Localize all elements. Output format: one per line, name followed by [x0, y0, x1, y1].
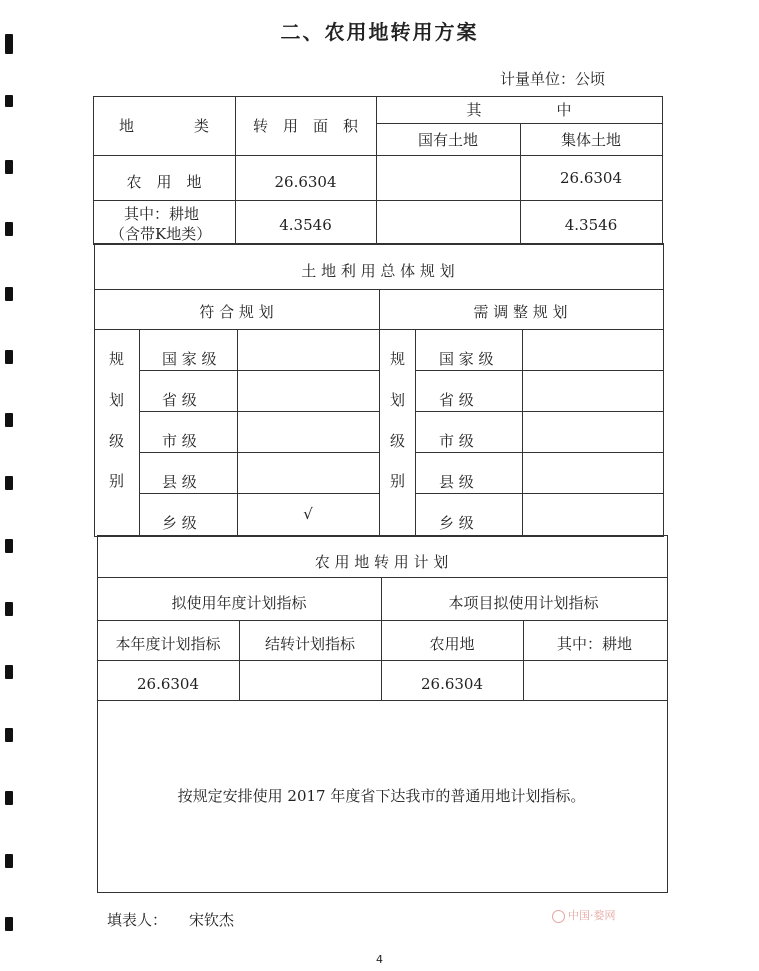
form-filler	[107, 909, 256, 930]
conform-mark-city	[237, 411, 379, 452]
page-number: 4	[376, 953, 383, 966]
row-label-cultivated-line2: （含带K地类）	[110, 225, 212, 243]
cell-area-cultivated: 4.3546	[279, 216, 332, 234]
level-county: 县 级	[162, 473, 197, 491]
level-vertical-char: 划	[109, 391, 125, 409]
adjust-mark-township	[522, 493, 662, 535]
subheader-agricultural-land: 农用地	[429, 635, 475, 653]
header-converted-area: 转 用 面 积	[252, 117, 358, 135]
adjust-mark-provincial	[522, 370, 662, 411]
section-title-conversion-plan: 农 用 地 转 用 计 划	[314, 552, 449, 571]
cell-collective-cultivated: 4.3546	[564, 216, 618, 234]
level-provincial: 省 级	[162, 391, 197, 409]
conform-mark-county	[237, 452, 379, 493]
header-adjust-plan: 需 调 整 规 划	[473, 303, 568, 321]
cell-state-cultivated	[376, 207, 520, 243]
unit-label: 计量单位：公顷	[500, 70, 606, 88]
cell-collective-agricultural: 26.6304	[559, 168, 623, 187]
watermark	[552, 907, 616, 923]
conform-mark-national	[237, 329, 379, 370]
level-vertical-char: 别	[390, 472, 406, 490]
level-vertical-char: 级	[109, 432, 125, 450]
watermark-text: 中国·婺网	[568, 909, 616, 922]
level-vertical-char: 规	[109, 350, 125, 368]
header-project-plan-index: 本项目拟使用计划指标	[448, 594, 599, 612]
section-title-land-use-plan: 土 地 利 用 总 体 规 划	[301, 262, 455, 280]
value-carryover-index	[239, 668, 381, 700]
level-vertical-char: 划	[390, 391, 406, 409]
header-land-type: 地 类	[118, 117, 209, 135]
level-township: 乡 级	[162, 514, 197, 532]
value-agricultural-land: 26.6304	[420, 675, 484, 693]
row-label-agricultural: 农 用 地	[126, 173, 202, 191]
row-label-cultivated-line1: 其中：耕地	[124, 205, 200, 223]
adjust-mark-county	[522, 452, 662, 493]
filler-label: 填表人：	[107, 911, 168, 929]
level-vertical-char: 别	[109, 472, 125, 490]
value-current-year-index: 26.6304	[136, 675, 200, 693]
header-state-land: 国有土地	[417, 130, 478, 149]
level-city: 市 级	[162, 432, 197, 450]
header-conform-plan: 符 合 规 划	[199, 303, 274, 321]
filler-name: 宋钦杰	[189, 911, 235, 929]
level-provincial: 省 级	[439, 391, 474, 409]
level-national: 国 家 级	[439, 350, 494, 368]
header-annual-plan-index: 拟使用年度计划指标	[171, 594, 307, 612]
level-vertical-char: 级	[390, 432, 406, 450]
header-collective-land: 集体土地	[560, 130, 621, 149]
value-cultivated-land	[523, 668, 666, 700]
seal-icon	[552, 910, 565, 923]
adjust-mark-national	[522, 329, 662, 370]
subheader-carryover-index: 结转计划指标	[264, 635, 355, 653]
subheader-current-year-index: 本年度计划指标	[115, 635, 221, 653]
page-title: 二、农用地转用方案	[280, 20, 479, 44]
adjust-mark-city	[522, 411, 662, 452]
conform-mark-township: √	[303, 505, 313, 523]
header-of-which: 其 中	[466, 101, 572, 119]
level-city: 市 级	[439, 432, 474, 450]
cell-area-agricultural: 26.6304	[274, 172, 337, 191]
level-vertical-char: 规	[390, 350, 406, 368]
level-township: 乡 级	[439, 514, 474, 532]
plan-note: 按规定安排使用 2017 年度省下达我市的普通用地计划指标。	[177, 786, 586, 805]
conform-mark-provincial	[237, 370, 379, 411]
level-national: 国 家 级	[162, 350, 217, 368]
subheader-cultivated-land: 其中：耕地	[556, 635, 632, 653]
level-county: 县 级	[439, 473, 474, 491]
cell-state-agricultural	[376, 163, 520, 200]
